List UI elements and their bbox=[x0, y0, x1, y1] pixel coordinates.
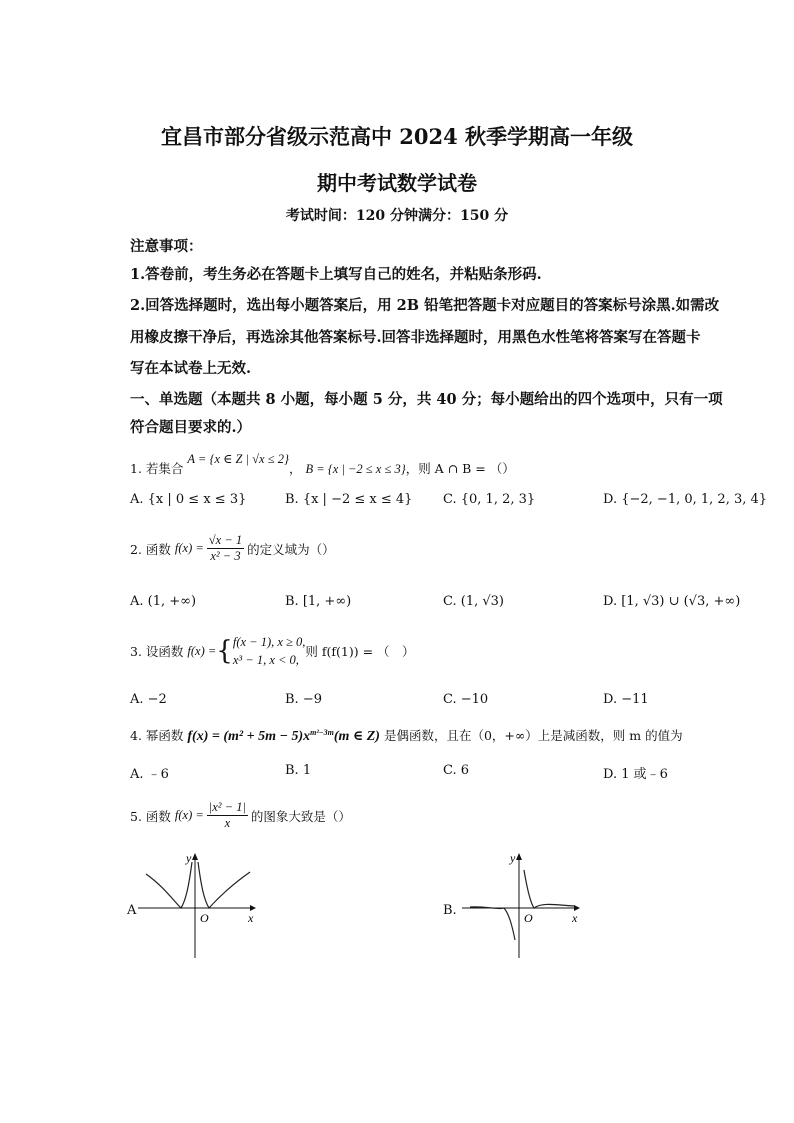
q5-option-b-label[interactable]: B. bbox=[443, 903, 457, 918]
q5-graph-a-x-label: x bbox=[248, 911, 254, 925]
q3-option-b[interactable]: B. −9 bbox=[285, 692, 322, 707]
q2-option-b[interactable]: B. [1, +∞) bbox=[285, 594, 352, 609]
q3-option-d[interactable]: D. −11 bbox=[603, 692, 649, 707]
notice-item-2-line-2: 用橡皮擦干净后，再选涂其他答案标号.回答非选择题时，用黑色水性笔将答案写在答题卡 bbox=[130, 329, 701, 346]
section-1-heading: 一、单选题（本题共 8 小题，每小题 5 分，共 40 分；每小题给出的四个选项中，只有一项 bbox=[130, 391, 723, 408]
q4-option-b[interactable]: B. 1 bbox=[285, 763, 312, 778]
page-subtitle: 期中考试数学试卷 bbox=[317, 171, 477, 195]
q4-option-c[interactable]: C. 6 bbox=[443, 763, 470, 778]
notice-item-2-line-3: 写在本试卷上无效. bbox=[130, 360, 252, 377]
question-2-stem: 2. 函数 f(x) = $\frac{√x - 1}{\text{x² − 3}}$ 的定义域为（） bbox=[130, 533, 335, 563]
q1-option-a[interactable]: A. {x | 0 ≤ x ≤ 3} bbox=[130, 492, 247, 507]
q2-option-a[interactable]: A. (1, +∞) bbox=[130, 594, 197, 609]
q4-option-d[interactable]: D. 1 或﹣6 bbox=[603, 767, 668, 782]
q5-option-a-label[interactable]: A bbox=[127, 903, 137, 918]
q3-case-1: f(x − 1), x ≥ 0, bbox=[232, 635, 306, 649]
q5-graph-b-x-label: x bbox=[572, 911, 578, 925]
notice-item-1: 1.答卷前，考生务必在答题卡上填写自己的姓名，并粘贴条形码. bbox=[130, 266, 542, 283]
question-5-stem: 5. 函数 f(x) = $\frac{\text{|x² − 1|}}{x}$ 的图象大致是（） bbox=[130, 800, 351, 830]
q5-graph-b[interactable] bbox=[462, 850, 587, 960]
q2-option-d[interactable]: D. [1, √3) ∪ (√3, +∞) bbox=[603, 594, 741, 609]
q5-graph-b-y-label: y bbox=[510, 851, 516, 865]
q1-option-b[interactable]: B. {x | −2 ≤ x ≤ 4} bbox=[285, 492, 413, 507]
section-1-heading-cont: 符合题目要求的.） bbox=[130, 419, 252, 436]
set-a: A = {x ∈ Z | √x ≤ 2} bbox=[187, 452, 289, 466]
question-4-stem: 4. 幂函数 $f(x) = (m^2 + 5m - 5)x^{m^2-3m}(m$ ∈ Z) 是偶函数，且在（0，+∞）上是减函数，则 m 的值为 bbox=[130, 727, 683, 744]
page-title: 宜昌市部分省级示范高中 2024 秋季学期高一年级 bbox=[160, 124, 634, 149]
q5-graph-a[interactable] bbox=[138, 850, 263, 960]
q2-option-c[interactable]: C. (1, √3) bbox=[443, 594, 504, 609]
q3-option-a[interactable]: A. −2 bbox=[130, 692, 167, 707]
notice-item-2-line-1: 2.回答选择题时，选出每小题答案后，用 2B 铅笔把答题卡对应题目的答案标号涂黑.如需改 bbox=[130, 297, 720, 314]
exam-info: 考试时间：120 分钟满分：150 分 bbox=[285, 208, 509, 224]
q5-graph-b-origin: O bbox=[524, 911, 533, 925]
q5-graph-a-origin: O bbox=[200, 911, 209, 925]
notice-heading: 注意事项： bbox=[130, 238, 203, 255]
q1-option-d[interactable]: D. {−2, −1, 0, 1, 2, 3, 4} bbox=[603, 492, 768, 507]
q3-option-c[interactable]: C. −10 bbox=[443, 692, 489, 707]
question-1-stem: 1. 若集合 A = {x ∈ Z | √x ≤ 2}， B = {x | −2 ≤ x ≤ 3}，则 A ∩ B = （） bbox=[130, 452, 515, 476]
q4-option-a[interactable]: A. ﹣6 bbox=[130, 767, 169, 782]
q5-graph-a-y-label: y bbox=[186, 851, 192, 865]
q3-case-2: x³ − 1, x < 0, bbox=[232, 653, 299, 667]
q1-option-c[interactable]: C. {0, 1, 2, 3} bbox=[443, 492, 536, 507]
question-3-stem: 3. 设函数 f(x) = { f(x − 1), x ≥ 0, x³ − 1, x < 0, 则 f(f(1)) = （ ） bbox=[130, 635, 415, 667]
set-b: B = {x | −2 ≤ x ≤ 3} bbox=[305, 462, 406, 476]
